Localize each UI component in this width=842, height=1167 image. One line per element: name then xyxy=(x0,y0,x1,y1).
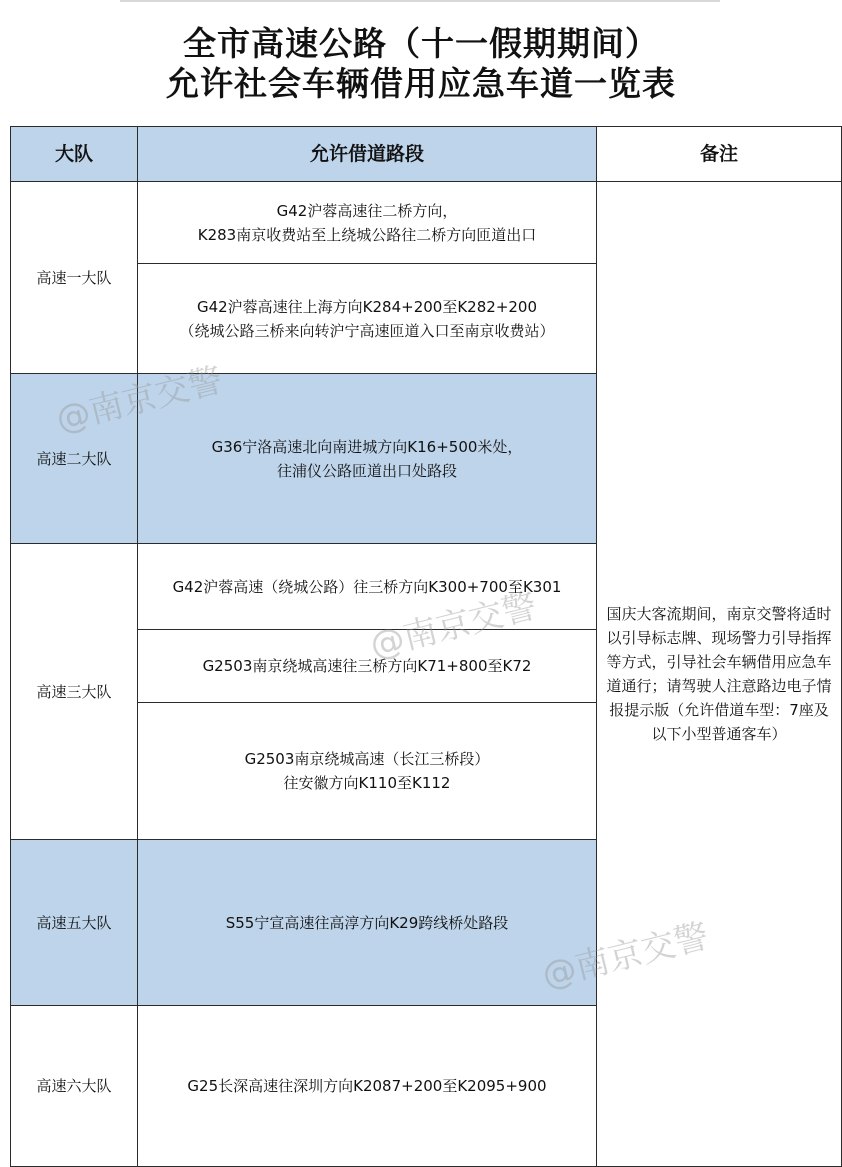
brigade-label: 高速一大队 xyxy=(36,268,112,287)
section-line: 往浦仪公路匝道出口处路段 xyxy=(276,461,457,480)
watermark: @南京交警 xyxy=(538,916,713,997)
section-cell xyxy=(137,543,597,630)
page-title-line2: 允许社会车辆借用应急车道一览表 xyxy=(166,64,676,103)
watermark: @南京交警 xyxy=(366,586,541,667)
section-line: K283南京收费站至上绕城公路往二桥方向匝道出口 xyxy=(197,225,537,244)
header-section xyxy=(137,126,597,182)
brigade-label: 高速二大队 xyxy=(36,449,112,468)
section-cell xyxy=(137,839,597,1006)
section-line: G42沪蓉高速往二桥方向， xyxy=(276,201,458,220)
section-line: G25长深高速往深圳方向K2087+200至K2095+900 xyxy=(187,1077,547,1095)
brigade-label: 高速三大队 xyxy=(36,682,112,701)
top-divider xyxy=(120,0,720,2)
section-cell xyxy=(137,629,597,703)
section-cell xyxy=(137,702,597,840)
watermark: @南京交警 xyxy=(52,360,227,441)
section-line: G2503南京绕城高速（长江三桥段） xyxy=(244,750,490,768)
header-brigade xyxy=(10,126,138,182)
page-title-line1: 全市高速公路（十一假期期间） xyxy=(183,24,659,63)
header-brigade-label: 大队 xyxy=(54,143,93,165)
section-cell xyxy=(137,181,597,264)
brigade-cell-3 xyxy=(10,543,138,840)
section-line: （绕城公路三桥来向转沪宁高速匝道入口至南京收费站） xyxy=(179,321,555,340)
brigade-label: 高速五大队 xyxy=(36,913,112,932)
section-cell xyxy=(137,373,597,544)
section-line: S55宁宣高速往高淳方向K29跨线桥处路段 xyxy=(225,913,509,932)
brigade-cell-1 xyxy=(10,181,138,374)
header-remark xyxy=(596,126,842,182)
section-line: G42沪蓉高速往上海方向K284+200至K282+200 xyxy=(196,297,538,316)
section-line: G42沪蓉高速（绕城公路）往三桥方向K300+700至K301 xyxy=(172,577,562,596)
brigade-cell-5 xyxy=(10,839,138,1006)
header-remark-label: 备注 xyxy=(699,143,738,165)
brigade-cell-6 xyxy=(10,1005,138,1167)
brigade-cell-2 xyxy=(10,373,138,544)
remark-text: 国庆大客流期间，南京交警将适时以引导标志牌、现场警力引导指挥等方式，引导社会车辆借用应急车道通行；请驾驶人注意路边电子情报提示版（允许借道车型：7座及以下小型普通客车） xyxy=(606,605,832,743)
brigade-label: 高速六大队 xyxy=(36,1077,112,1095)
header-section-label: 允许借道路段 xyxy=(309,143,424,165)
section-cell xyxy=(137,1005,597,1167)
section-cell xyxy=(137,263,597,374)
section-line: G36宁洛高速北向南进城方向K16+500米处， xyxy=(211,437,523,456)
section-line: G2503南京绕城高速往三桥方向K71+800至K72 xyxy=(202,657,532,675)
remark-cell xyxy=(596,181,842,1167)
section-line: 往安徽方向K110至K112 xyxy=(283,774,451,792)
